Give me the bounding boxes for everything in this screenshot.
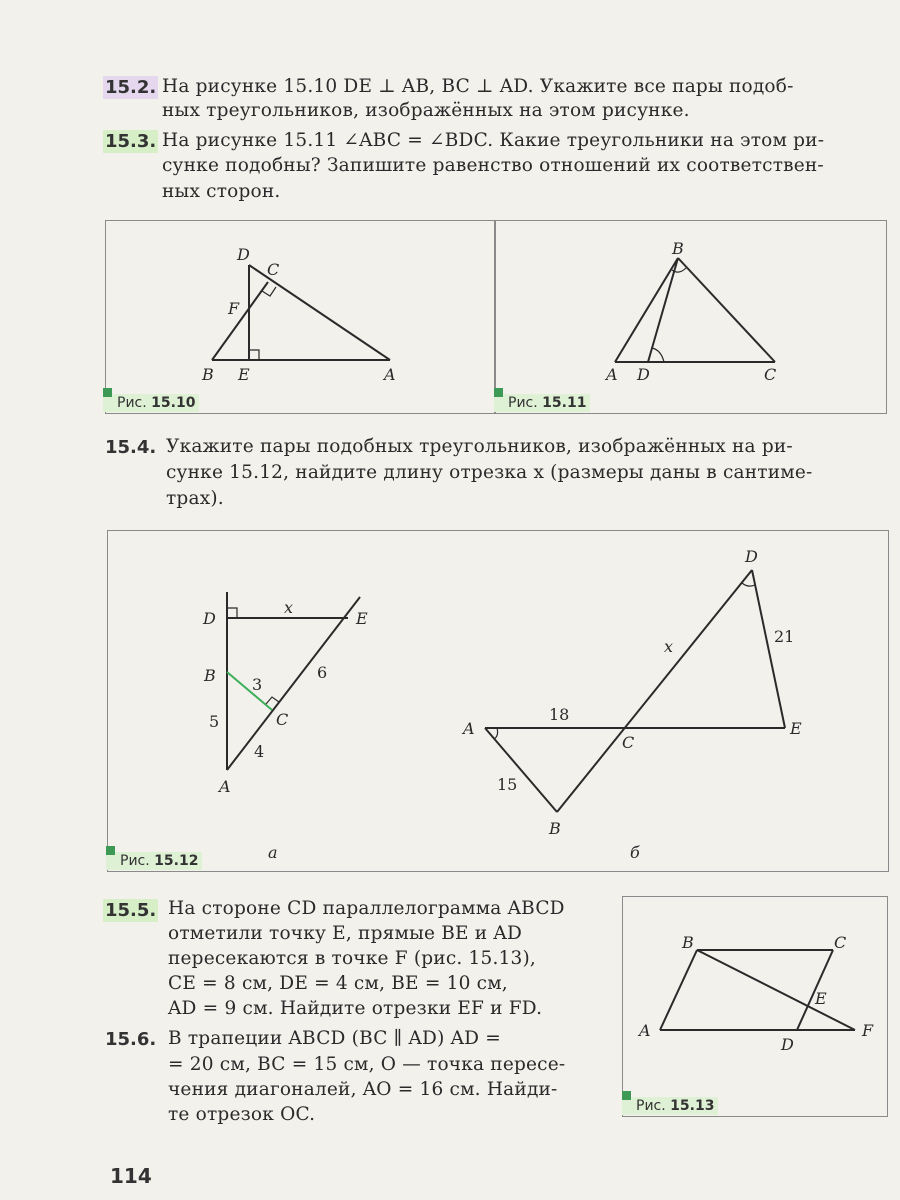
subfigure-label: б (630, 843, 640, 862)
point-label: E (790, 719, 802, 738)
problem-text: сунке 15.12, найдите длину отрезка x (размеры даны в сантиме- (166, 462, 813, 483)
segment-label: 3 (252, 675, 263, 694)
problem-number: 15.5. (105, 900, 157, 921)
segment-label: 18 (549, 705, 570, 724)
point-label: A (463, 719, 475, 738)
point-label: A (639, 1021, 651, 1040)
point-label: D (637, 365, 650, 384)
problem-text: = 20 см, BC = 15 см, O — точка пересе- (168, 1054, 566, 1075)
problem-text: сунке подобны? Запишите равенство отношений их соответствен- (162, 155, 824, 176)
problem-text: те отрезок OC. (168, 1104, 316, 1125)
point-label: C (834, 933, 847, 952)
point-label: E (815, 989, 827, 1008)
problem-text: CE = 8 см, DE = 4 см, BE = 10 см, (168, 973, 508, 994)
figure-15-12b-lines (485, 570, 785, 812)
point-label: C (622, 733, 635, 752)
problem-text: На рисунке 15.10 DE ⊥ AB, BC ⊥ AD. Укажите все пары подоб- (162, 76, 794, 97)
segment-label: 4 (254, 742, 265, 761)
caption-number: 15.11 (542, 395, 587, 411)
figure-15-12a-lines (227, 592, 360, 770)
problem-text: AD = 9 см. Найдите отрезки EF и FD. (168, 998, 543, 1019)
caption-prefix: Рис. (508, 395, 538, 411)
problem-text: ных треугольников, изображённых на этом рисунке. (162, 100, 690, 121)
problem-text: ных сторон. (162, 181, 281, 202)
point-label: B (549, 819, 561, 838)
point-label: D (203, 609, 216, 628)
point-label: C (276, 710, 289, 729)
point-label: D (745, 547, 758, 566)
caption-number: 15.10 (151, 395, 196, 411)
problem-text: На стороне CD параллелограмма ABCD (168, 898, 565, 919)
page-number: 114 (110, 1164, 152, 1188)
problem-number: 15.2. (105, 77, 157, 98)
problem-text: Укажите пары подобных треугольников, изображённых на ри- (166, 436, 793, 457)
segment-label: 5 (209, 712, 220, 731)
point-label: B (204, 666, 216, 685)
segment-label: 15 (497, 775, 518, 794)
problem-number: 15.4. (105, 437, 157, 458)
problem-text: трах). (166, 488, 224, 509)
point-label: B (202, 365, 214, 384)
segment-label: x (664, 637, 674, 656)
point-label: A (606, 365, 618, 384)
point-label: A (384, 365, 396, 384)
problem-text: В трапеции ABCD (BC ∥ AD) AD = (168, 1028, 501, 1049)
point-label: F (228, 299, 240, 318)
point-label: D (237, 245, 250, 264)
caption-prefix: Рис. (117, 395, 147, 411)
point-label: C (267, 260, 280, 279)
point-label: E (356, 609, 368, 628)
subfigure-label: а (268, 843, 278, 862)
problem-text: отметили точку E, прямые BE и AD (168, 923, 523, 944)
segment-label: 6 (317, 663, 328, 682)
point-label: D (781, 1035, 794, 1054)
point-label: A (219, 777, 231, 796)
caption-number: 15.13 (670, 1098, 715, 1114)
caption-prefix: Рис. (636, 1098, 666, 1114)
point-label: E (238, 365, 250, 384)
point-label: F (862, 1021, 874, 1040)
figure-15-11-lines (615, 258, 775, 362)
problem-text: пересекаются в точке F (рис. 15.13), (168, 948, 537, 969)
point-label: B (682, 933, 694, 952)
caption-number: 15.12 (154, 853, 199, 869)
problem-text: На рисунке 15.11 ∠ABC = ∠BDC. Какие треугольники на этом ри- (162, 130, 825, 151)
problem-text: чения диагоналей, AO = 16 см. Найди- (168, 1079, 558, 1100)
problem-number: 15.6. (105, 1029, 157, 1050)
point-label: C (764, 365, 777, 384)
segment-label: 21 (774, 627, 795, 646)
problem-number: 15.3. (105, 131, 157, 152)
point-label: B (672, 239, 684, 258)
segment-label: x (284, 598, 294, 617)
caption-prefix: Рис. (120, 853, 150, 869)
